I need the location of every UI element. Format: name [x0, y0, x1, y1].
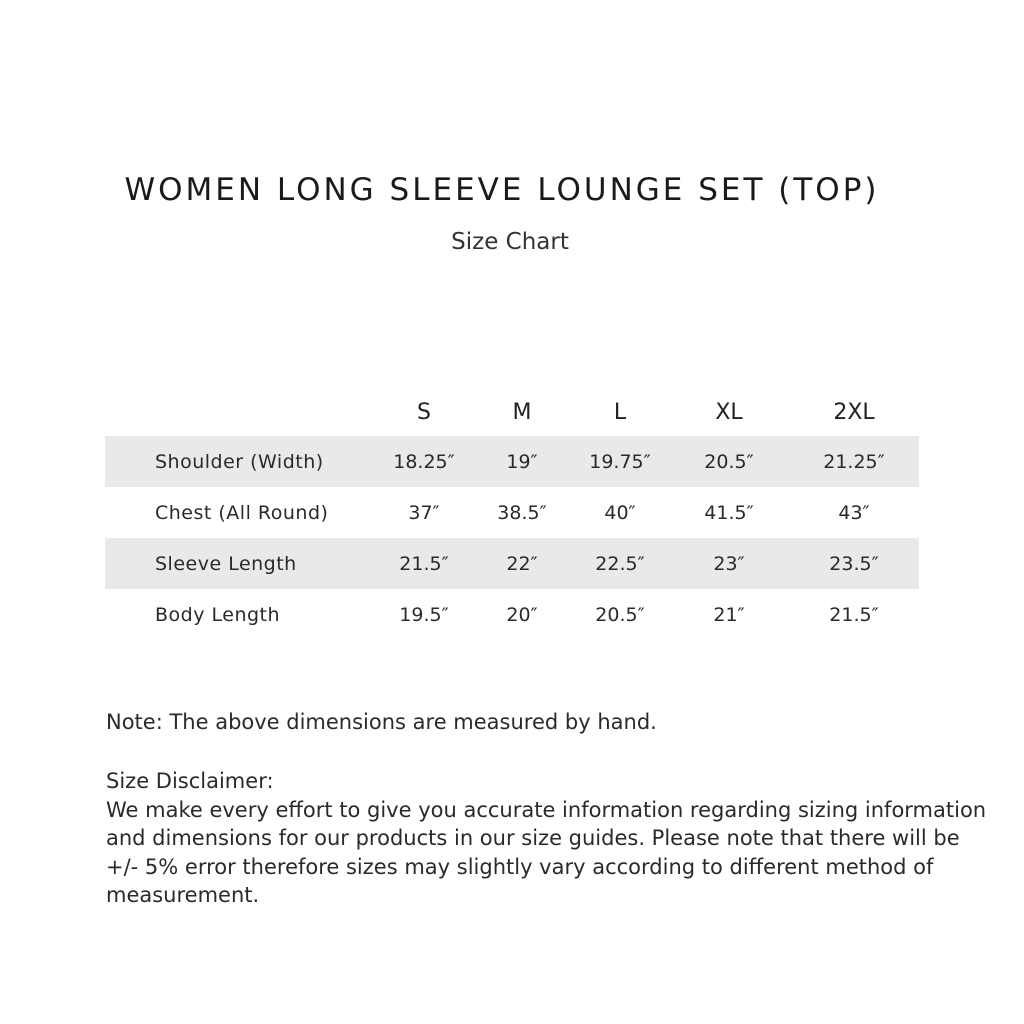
table-cell: 21.5″: [829, 603, 879, 626]
size-disclaimer: [106, 767, 1006, 910]
column-header-s: S: [417, 399, 431, 425]
page-title: WOMEN LONG SLEEVE LOUNGE SET (TOP): [124, 172, 880, 208]
table-row-sleeve: [105, 538, 919, 589]
table-row-shoulder: [105, 436, 919, 487]
column-header-xl: XL: [715, 399, 743, 425]
page-subtitle: Size Chart: [451, 229, 569, 255]
column-header-l: L: [613, 399, 627, 425]
table-cell: 19.75″: [571, 436, 669, 487]
disclaimer-heading: Size Disclaimer:: [106, 769, 274, 793]
table-header-row: [105, 388, 919, 436]
table-cell: 22.5″: [571, 538, 669, 589]
row-label: Body Length: [155, 603, 281, 626]
table-cell: 21″: [713, 603, 745, 626]
table-cell: 37″: [408, 501, 440, 524]
measurement-note: Note: The above dimensions are measured by hand.: [106, 710, 657, 734]
table-cell: 40″: [604, 501, 636, 524]
table-cell: 20.5″: [669, 436, 789, 487]
table-cell: 18.25″: [375, 436, 473, 487]
size-chart-table: [105, 388, 919, 640]
column-header-2xl: 2XL: [833, 399, 875, 425]
table-row-body: [105, 589, 919, 640]
table-cell: 21.5″: [375, 538, 473, 589]
table-cell: 20″: [506, 603, 538, 626]
column-header-m: M: [512, 399, 532, 425]
table-cell: 23.5″: [789, 538, 919, 589]
column-header-label: [105, 388, 375, 436]
row-label: Sleeve Length: [105, 538, 375, 589]
row-label: Chest (All Round): [155, 501, 329, 524]
table-cell: 38.5″: [497, 501, 547, 524]
table-cell: 20.5″: [595, 603, 645, 626]
table-cell: 43″: [838, 501, 870, 524]
disclaimer-body: We make every effort to give you accurate information regarding sizing information and dimensions for our products in our size guides. Please note that there will be +/- 5% error therefore sizes may slightly vary according to different method of measurement.: [106, 797, 987, 907]
table-cell: 21.25″: [789, 436, 919, 487]
table-cell: 41.5″: [704, 501, 754, 524]
table-cell: 22″: [473, 538, 571, 589]
row-label: Shoulder (Width): [105, 436, 375, 487]
table-row-chest: [105, 487, 919, 538]
table-cell: 19″: [473, 436, 571, 487]
table-cell: 19.5″: [399, 603, 449, 626]
table-cell: 23″: [669, 538, 789, 589]
